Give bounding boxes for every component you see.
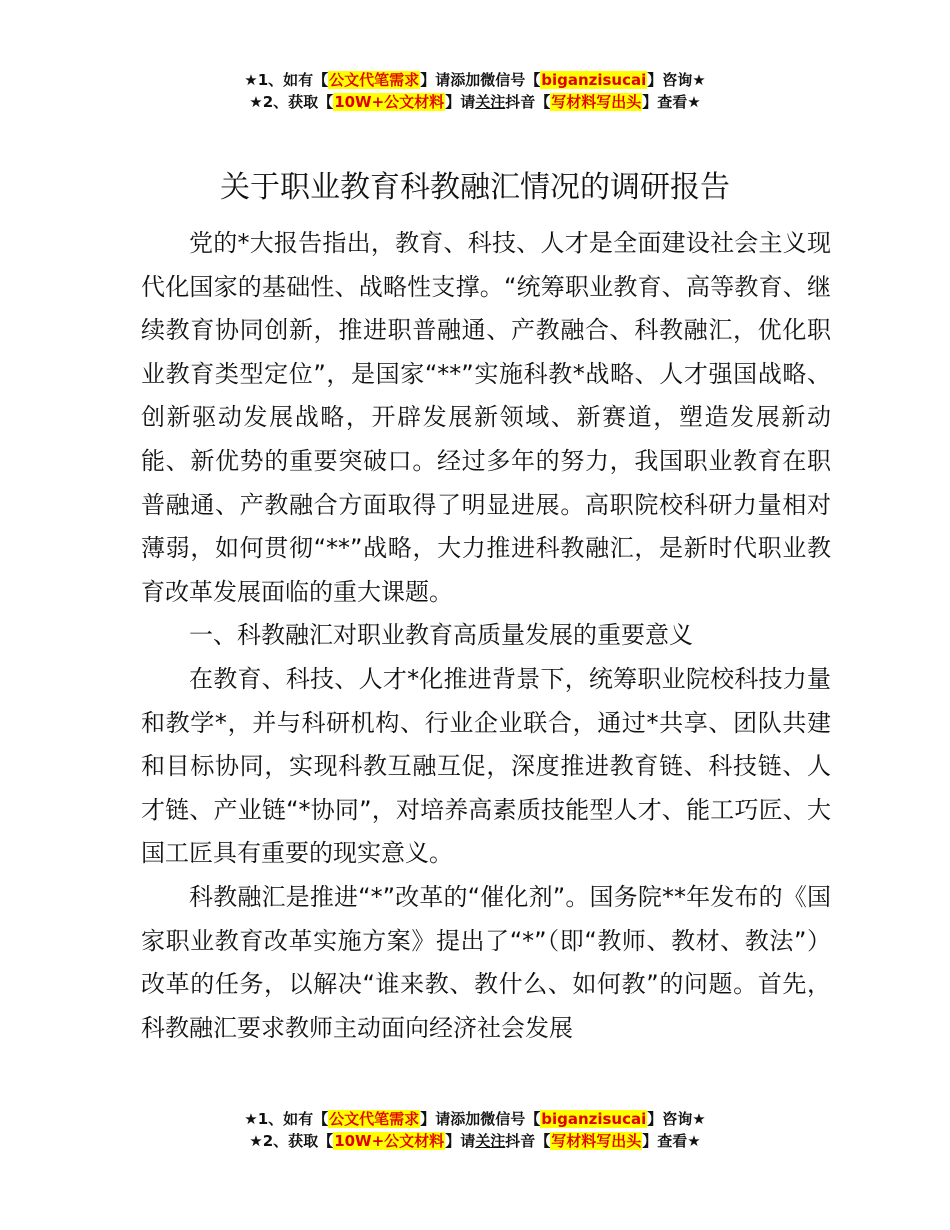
banner-text: 】请添加微信号【: [420, 71, 541, 89]
banner-text: ★1、如有【: [244, 71, 329, 89]
footer-banner: [0, 1108, 950, 1152]
document-title: 关于职业教育科教融汇情况的调研报告: [220, 170, 730, 205]
banner-text: 】查看★: [642, 1132, 701, 1150]
paragraph: 在教育、科技、人才*化推进背景下，统筹职业院校科技力量和教学*，并与科研机构、行业企业联合，通过*共享、团队共建和目标协同，实现科教互融互促，深度推进教育链、科技链、人才链、产业链“*协同”，对培养高素质技能型人才、能工巧匠、大国工匠具有重要的现实意义。: [141, 664, 831, 868]
underlined-text: 关注: [475, 93, 506, 111]
banner-text: 】咨询★: [647, 1110, 706, 1128]
banner-line-1: [0, 1108, 950, 1130]
banner-text: 】查看★: [642, 93, 701, 111]
banner-line-1: [0, 69, 950, 91]
banner-text: ★2、获取【: [249, 1132, 334, 1150]
section-heading: 一、科教融汇对职业教育高质量发展的重要意义: [189, 621, 693, 650]
underlined-text: 关注: [475, 1132, 506, 1150]
banner-text: 抖音【: [505, 93, 551, 111]
wechat-id-highlight: biganzisucai: [541, 1110, 647, 1128]
banner-text: 】请添加微信号【: [420, 1110, 541, 1128]
header-banner: [0, 69, 950, 113]
highlight-text: 10W+公文材料: [334, 93, 445, 111]
paragraph: 科教融汇是推进“*”改革的“催化剂”。国务院**年发布的《国家职业教育改革实施方案》提出了“*”（即“教师、教材、教法”）改革的任务，以解决“谁来教、教什么、如何教”的问题。首先，科教融汇要求教师主动面向经济社会发展: [141, 882, 831, 1042]
banner-text: 抖音【: [505, 1132, 551, 1150]
highlight-text: 写材料写出头: [551, 1132, 642, 1150]
highlight-text: 公文代笔需求: [329, 1110, 420, 1128]
document-body: [141, 222, 831, 1050]
banner-line-2: [0, 91, 950, 113]
highlight-text: 写材料写出头: [551, 93, 642, 111]
banner-line-2: [0, 1130, 950, 1152]
banner-text: 】咨询★: [647, 71, 706, 89]
banner-text: ★2、获取【: [249, 93, 334, 111]
wechat-id-highlight: biganzisucai: [541, 71, 647, 89]
paragraph: 党的*大报告指出，教育、科技、人才是全面建设社会主义现代化国家的基础性、战略性支撑。“统筹职业教育、高等教育、继续教育协同创新，推进职普融通、产教融合、科教融汇，优化职业教育类型定位”，是国家“**”实施科教*战略、人才强国战略、创新驱动发展战略，开辟发展新领域、新赛道，塑造发展新动能、新优势的重要突破口。经过多年的努力，我国职业教育在职普融通、产教融合方面取得了明显进展。高职院校科研力量相对薄弱，如何贯彻“**”战略，大力推进科教融汇，是新时代职业教育改革发展面临的重大课题。: [141, 229, 831, 606]
highlight-text: 10W+公文材料: [334, 1132, 445, 1150]
banner-text: 】请: [445, 93, 476, 111]
banner-text: ★1、如有【: [244, 1110, 329, 1128]
banner-text: 】请: [445, 1132, 476, 1150]
highlight-text: 公文代笔需求: [329, 71, 420, 89]
